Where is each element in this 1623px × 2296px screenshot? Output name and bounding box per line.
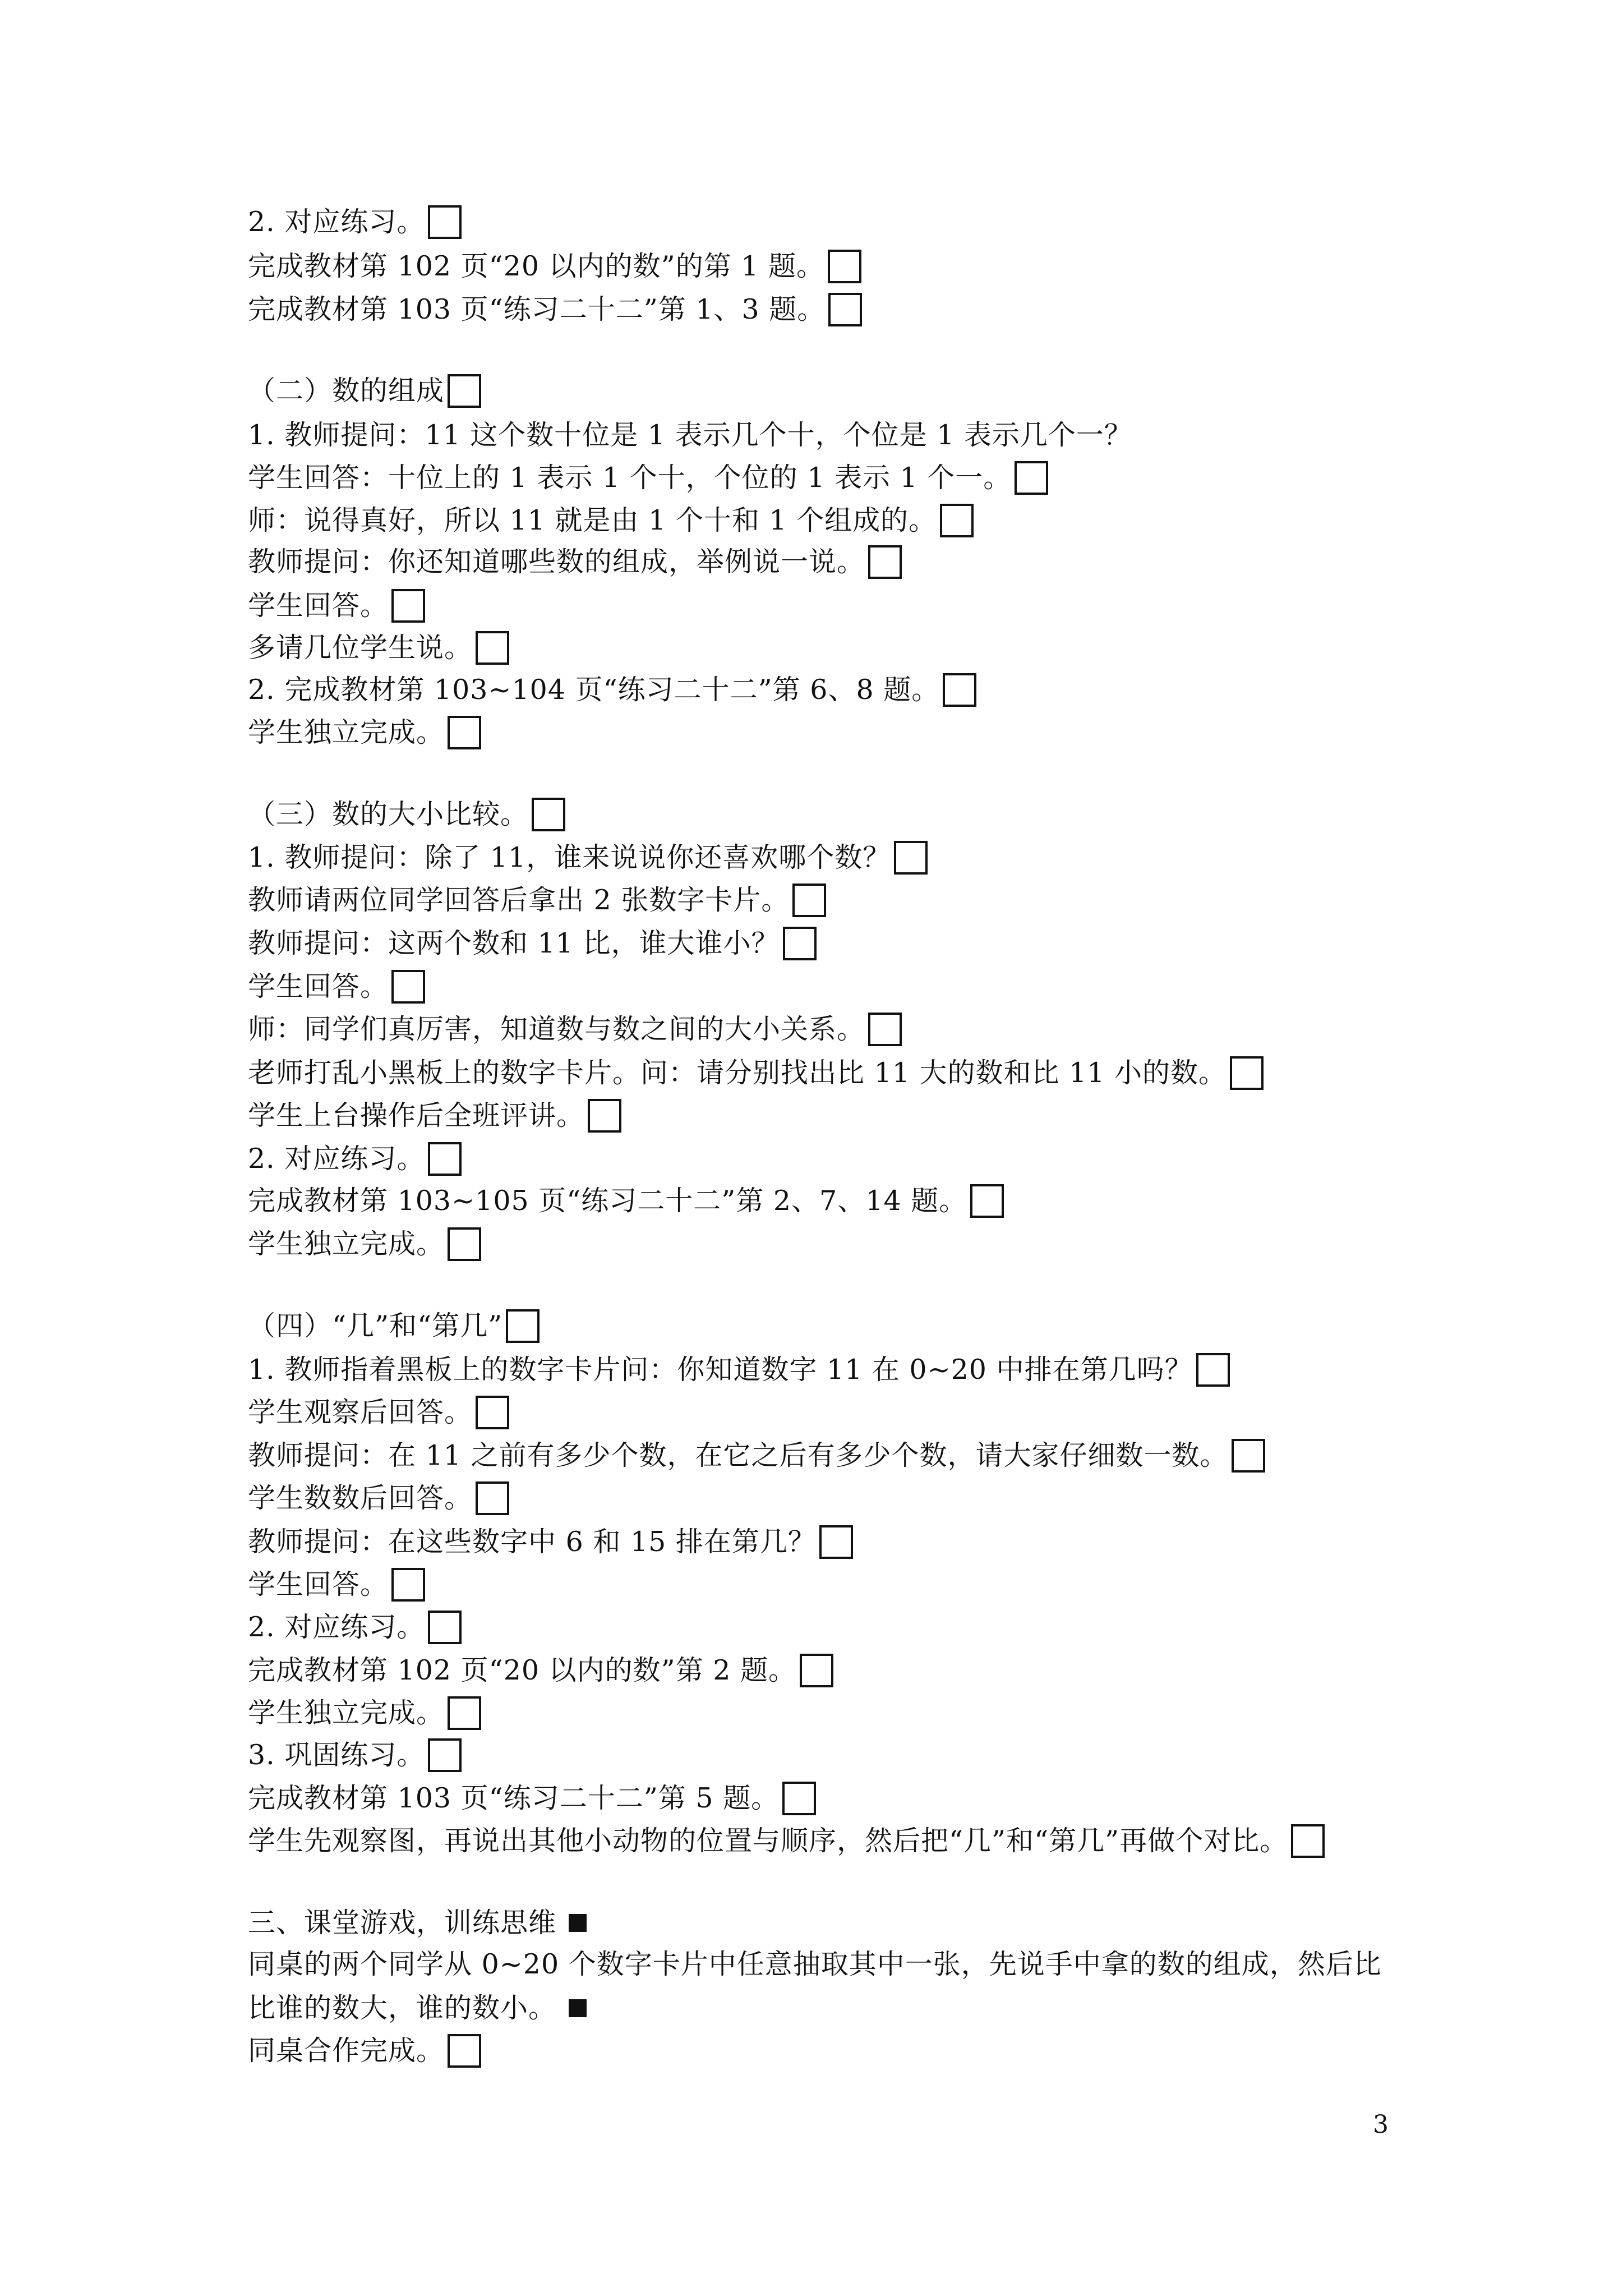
text-line [248, 964, 425, 1009]
empty-box-icon [448, 1227, 481, 1261]
page-number: 3 [1373, 2110, 1389, 2139]
line-text: 1. 教师提问：11 这个数十位是 1 表示几个十，个位是 1 表示几个一？ [248, 419, 1132, 451]
text-line [248, 1137, 462, 1181]
text-line [248, 1648, 833, 1693]
line-text: 2. 对应练习。 [248, 1143, 425, 1175]
empty-box-icon [428, 205, 462, 239]
line-text: 教师请两位同学回答后拿出 2 张数字卡片。 [248, 884, 790, 916]
empty-box-icon [391, 589, 425, 623]
empty-box-icon [828, 250, 861, 283]
line-text: 学生回答：十位上的 1 表示 1 个十，个位的 1 表示 1 个一。 [248, 462, 1012, 494]
text-line [248, 1733, 462, 1778]
empty-box-icon [970, 1184, 1004, 1218]
line-text: 完成教材第 103 页“练习二十二”第 1、3 题。 [248, 293, 826, 325]
line-text: 同桌合作完成。 [248, 2035, 445, 2067]
text-line [248, 710, 481, 755]
line-text: 多请几位学生说。 [248, 632, 473, 664]
text-line [248, 835, 928, 880]
empty-box-icon [1291, 1824, 1325, 1858]
text-line [248, 540, 902, 585]
empty-box-icon [940, 504, 974, 537]
text-line [248, 1691, 481, 1736]
line-text: 老师打乱小黑板上的数字卡片。问：请分别找出比 11 大的数和比 11 小的数。 [248, 1057, 1227, 1089]
line-text: 完成教材第 102 页“20 以内的数”的第 1 题。 [248, 250, 825, 282]
line-text: 学生上台操作后全班评讲。 [248, 1099, 585, 1131]
line-text: 学生回答。 [248, 590, 389, 622]
empty-box-icon [943, 673, 976, 707]
line-text: 学生数数后回答。 [248, 1482, 473, 1514]
empty-box-icon [894, 841, 928, 875]
text-line [248, 625, 509, 670]
empty-box-icon [1015, 461, 1048, 495]
text-line [248, 498, 974, 543]
empty-box-icon [476, 1481, 509, 1515]
text-line [248, 1433, 1265, 1478]
text-line [248, 1051, 1264, 1096]
text-line [248, 1605, 462, 1650]
empty-box-icon [782, 1782, 816, 1815]
line-text: 完成教材第 103~105 页“练习二十二”第 2、7、14 题。 [248, 1185, 967, 1217]
text-line [248, 244, 861, 289]
line-text: 比谁的数大，谁的数小。 [248, 1992, 557, 2024]
empty-box-icon [532, 798, 565, 831]
line-text: 2. 对应练习。 [248, 1611, 425, 1643]
line-text: 同桌的两个同学从 0~20 个数字卡片中任意抽取其中一张，先说手中拿的数的组成，然后比 [248, 1948, 1382, 1980]
line-text: 学生独立完成。 [248, 716, 445, 748]
text-line [248, 369, 481, 413]
empty-box-icon [428, 1142, 462, 1176]
text-line [248, 1007, 902, 1052]
text-line [248, 2028, 481, 2073]
line-text: 完成教材第 103 页“练习二十二”第 5 题。 [248, 1782, 780, 1814]
text-line [248, 878, 826, 923]
filled-square-icon [569, 1999, 587, 2017]
empty-box-icon [448, 374, 481, 408]
text-line [248, 1776, 816, 1821]
line-text: 2. 对应练习。 [248, 206, 425, 238]
line-text: 师：同学们真厉害，知道数与数之间的大小关系。 [248, 1013, 865, 1045]
line-text: 教师提问：你还知道哪些数的组成，举例说一说。 [248, 546, 865, 578]
line-text: 三、课堂游戏，训练思维 [248, 1907, 557, 1939]
line-text: 1. 教师指着黑板上的数字卡片问：你知道数字 11 在 0~20 中排在第几吗？ [248, 1354, 1193, 1386]
empty-box-icon [476, 1396, 509, 1429]
text-line [248, 583, 425, 628]
line-text: 师：说得真好，所以 11 就是由 1 个十和 1 个组成的。 [248, 504, 937, 536]
text-line [248, 413, 1132, 458]
empty-box-icon [1230, 1056, 1264, 1090]
text-line [248, 1819, 1325, 1864]
line-text: 3. 巩固练习。 [248, 1739, 425, 1771]
line-text: 教师提问：在这些数字中 6 和 15 排在第几？ [248, 1526, 816, 1558]
text-line [248, 1347, 1230, 1392]
empty-box-icon [448, 1696, 481, 1730]
line-text: 学生回答。 [248, 970, 389, 1002]
filled-square-icon [569, 1914, 587, 1932]
line-text: （四）“几”和“第几” [248, 1310, 503, 1342]
line-text: 学生独立完成。 [248, 1228, 445, 1260]
text-line [248, 1390, 509, 1435]
text-line [248, 287, 862, 332]
text-line [248, 1901, 587, 1945]
text-line [248, 1986, 587, 2031]
empty-box-icon [391, 1568, 425, 1602]
line-text: 2. 完成教材第 103~104 页“练习二十二”第 6、8 题。 [248, 674, 940, 706]
text-line [248, 668, 976, 712]
line-text: 学生独立完成。 [248, 1697, 445, 1729]
empty-box-icon [428, 1738, 462, 1772]
empty-box-icon [868, 545, 902, 579]
empty-box-icon [783, 927, 817, 960]
empty-box-icon [588, 1099, 621, 1133]
text-line [248, 1942, 1382, 1987]
text-line [248, 921, 817, 966]
text-line [248, 792, 565, 837]
empty-box-icon [506, 1309, 540, 1343]
text-line [248, 200, 462, 245]
text-line [248, 1222, 481, 1267]
text-line [248, 1179, 1004, 1223]
empty-box-icon [476, 631, 509, 665]
text-line [248, 1520, 853, 1565]
empty-box-icon [828, 293, 862, 326]
line-text: 学生观察后回答。 [248, 1396, 473, 1428]
empty-box-icon [428, 1611, 462, 1644]
empty-box-icon [1196, 1353, 1230, 1387]
text-line [248, 1093, 621, 1138]
empty-box-icon [792, 884, 826, 917]
line-text: 1. 教师提问：除了 11，谁来说说你还喜欢哪个数？ [248, 841, 891, 873]
line-text: （三）数的大小比较。 [248, 798, 529, 830]
line-text: 完成教材第 102 页“20 以内的数”第 2 题。 [248, 1654, 797, 1686]
empty-box-icon [448, 2034, 481, 2068]
line-text: 教师提问：在 11 之前有多少个数，在它之后有多少个数，请大家仔细数一数。 [248, 1439, 1228, 1471]
text-line [248, 1304, 540, 1349]
empty-box-icon [1232, 1439, 1265, 1473]
line-text: （二）数的组成 [248, 375, 445, 407]
empty-box-icon [819, 1525, 853, 1559]
empty-box-icon [448, 716, 481, 749]
line-text: 学生回答。 [248, 1568, 389, 1600]
empty-box-icon [391, 970, 425, 1004]
line-text: 学生先观察图，再说出其他小动物的位置与顺序，然后把“几”和“第几”再做个对比。 [248, 1825, 1288, 1857]
text-line [248, 1562, 425, 1607]
empty-box-icon [800, 1654, 833, 1687]
text-line [248, 455, 1048, 500]
text-line [248, 1476, 509, 1521]
line-text: 教师提问：这两个数和 11 比，谁大谁小？ [248, 927, 780, 959]
empty-box-icon [868, 1013, 902, 1046]
